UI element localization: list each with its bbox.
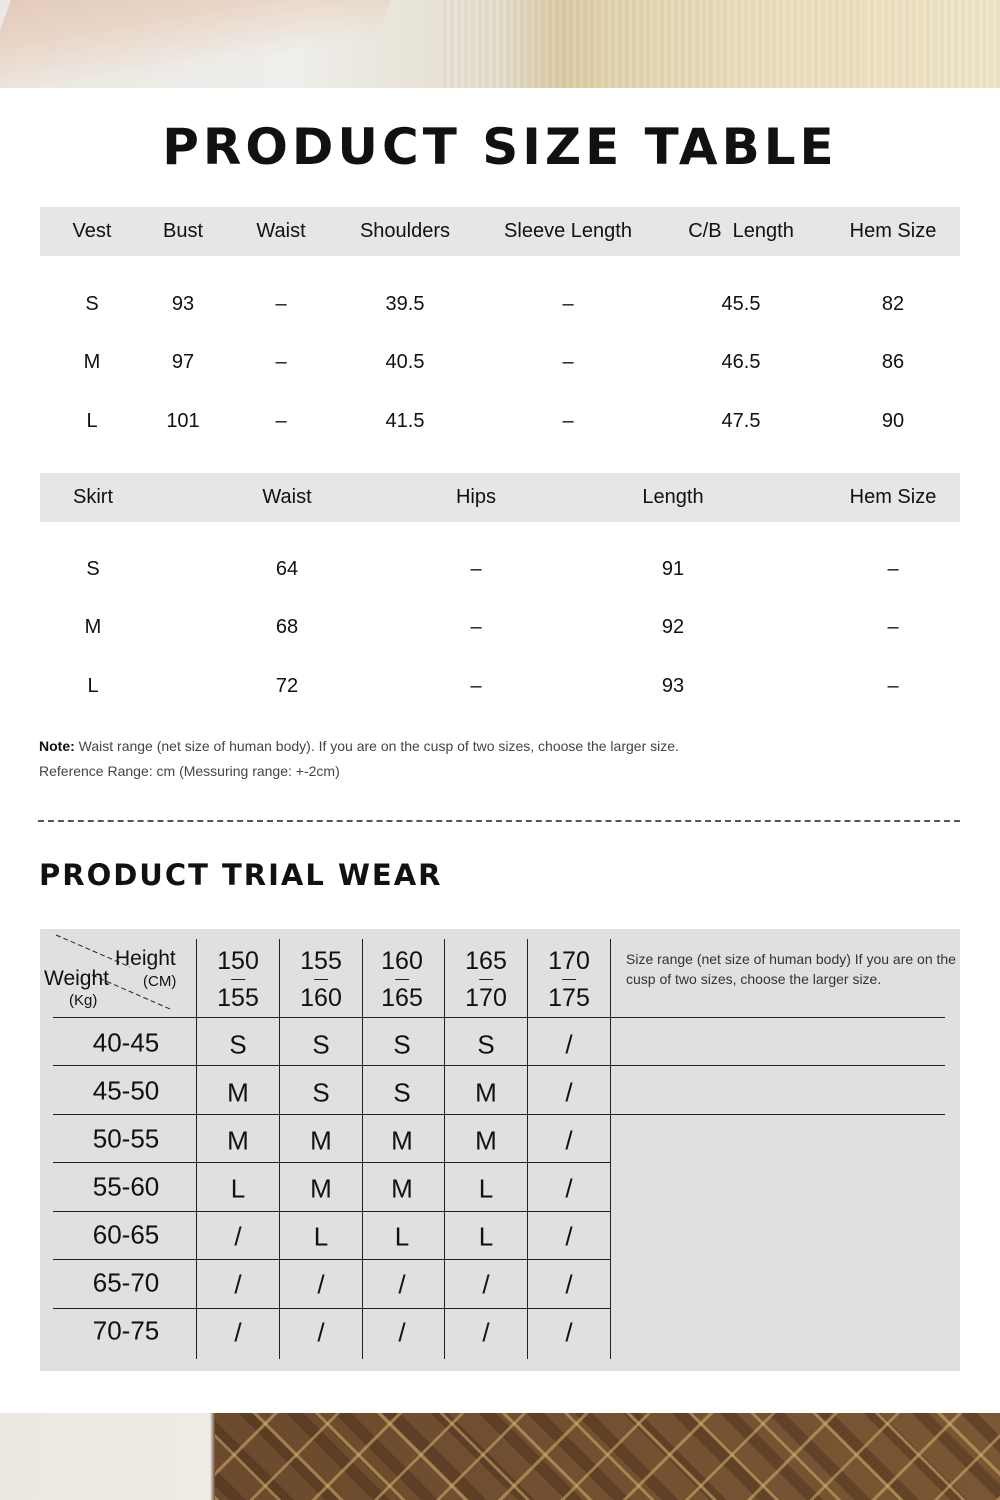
weight-cell: 70-75 bbox=[92, 1315, 160, 1346]
grid-line bbox=[53, 1065, 945, 1066]
table-cell: 97 bbox=[171, 351, 195, 373]
weight-cell: 50-55 bbox=[92, 1123, 160, 1154]
grid-line bbox=[53, 1162, 610, 1163]
grid-line bbox=[527, 939, 528, 1359]
table-cell: – bbox=[275, 293, 287, 315]
corner-weight-label: Weight bbox=[44, 967, 109, 990]
vest-row-s bbox=[40, 293, 960, 323]
vest-row-m bbox=[40, 351, 960, 381]
size-cell: / bbox=[565, 1125, 573, 1156]
size-cell: M bbox=[391, 1125, 413, 1156]
size-cell: M bbox=[227, 1077, 249, 1108]
skirt-header-hips: Hips bbox=[455, 486, 497, 508]
table-cell: – bbox=[887, 675, 899, 697]
skirt-table-header bbox=[40, 473, 960, 522]
weight-cell: 55-60 bbox=[92, 1171, 160, 1202]
table-cell: 93 bbox=[661, 675, 685, 697]
table-cell: 68 bbox=[275, 616, 299, 638]
size-cell: M bbox=[475, 1077, 497, 1108]
page-title: PRODUCT SIZE TABLE bbox=[162, 118, 838, 176]
bottom-product-photo bbox=[0, 1413, 1000, 1500]
grid-line bbox=[53, 1308, 610, 1309]
skirt-header-length: Length bbox=[642, 486, 704, 508]
table-cell: 82 bbox=[881, 293, 905, 315]
size-cell: S bbox=[312, 1077, 330, 1108]
table-cell: L bbox=[87, 675, 99, 697]
table-cell: – bbox=[470, 558, 482, 580]
size-cell: S bbox=[312, 1029, 330, 1060]
skirt-row-m bbox=[40, 616, 960, 646]
table-cell: 41.5 bbox=[385, 410, 425, 432]
section-divider bbox=[38, 820, 960, 822]
size-cell: / bbox=[234, 1317, 242, 1348]
table-cell: – bbox=[887, 558, 899, 580]
height-col-160-165: 160 165 bbox=[381, 947, 423, 1012]
table-cell: 40.5 bbox=[385, 351, 425, 373]
size-cell: S bbox=[477, 1029, 495, 1060]
size-cell: M bbox=[227, 1125, 249, 1156]
trial-title: PRODUCT TRIAL WEAR bbox=[39, 858, 443, 892]
weight-cell: 40-45 bbox=[92, 1027, 160, 1058]
vest-row-l bbox=[40, 410, 960, 440]
size-cell: L bbox=[478, 1173, 494, 1204]
height-col-165-170: 165 170 bbox=[465, 947, 507, 1012]
size-cell: / bbox=[482, 1269, 490, 1300]
size-note bbox=[39, 738, 679, 754]
size-cell: / bbox=[565, 1317, 573, 1348]
trial-side-note: Size range (net size of human body) If you are on the cusp of two sizes, choose the larger size. bbox=[626, 951, 956, 987]
photo-plaid-skirt bbox=[215, 1413, 1000, 1500]
height-col-150-155: 150 155 bbox=[217, 947, 259, 1012]
size-cell: S bbox=[393, 1029, 411, 1060]
table-cell: 45.5 bbox=[721, 293, 761, 315]
corner-height-label: Height bbox=[115, 947, 176, 970]
vest-table-header bbox=[40, 207, 960, 256]
table-cell: L bbox=[86, 410, 98, 432]
size-cell: / bbox=[482, 1317, 490, 1348]
note-text: Waist range (net size of human body). If you are on the cusp of two sizes, choose the larger size. bbox=[74, 738, 679, 754]
grid-line bbox=[53, 1259, 610, 1260]
vest-header-shoulders: Shoulders bbox=[359, 220, 451, 242]
table-cell: 64 bbox=[275, 558, 299, 580]
size-cell: / bbox=[234, 1221, 242, 1252]
table-cell: 39.5 bbox=[385, 293, 425, 315]
weight-cell: 45-50 bbox=[92, 1075, 160, 1106]
size-cell: / bbox=[565, 1029, 573, 1060]
size-cell: L bbox=[394, 1221, 410, 1252]
grid-line bbox=[53, 1114, 945, 1115]
table-cell: M bbox=[84, 616, 102, 638]
table-cell: – bbox=[562, 293, 574, 315]
table-cell: – bbox=[562, 410, 574, 432]
size-cell: / bbox=[565, 1221, 573, 1252]
corner-cm-label: (CM) bbox=[143, 973, 177, 990]
table-cell: – bbox=[275, 410, 287, 432]
table-cell: M bbox=[83, 351, 101, 373]
table-cell: – bbox=[275, 351, 287, 373]
grid-line bbox=[362, 939, 363, 1359]
top-product-photo bbox=[0, 0, 1000, 88]
height-col-170-175: 170 175 bbox=[548, 947, 590, 1012]
vest-header-vest: Vest bbox=[72, 220, 112, 242]
trial-wear-table bbox=[40, 929, 960, 1371]
table-cell: 93 bbox=[171, 293, 195, 315]
vest-header-hem-size: Hem Size bbox=[849, 220, 937, 242]
vest-header-waist: Waist bbox=[256, 220, 306, 242]
size-cell: / bbox=[565, 1269, 573, 1300]
table-cell: 72 bbox=[275, 675, 299, 697]
size-cell: / bbox=[234, 1269, 242, 1300]
size-cell: / bbox=[317, 1269, 325, 1300]
vest-header-bust: Bust bbox=[162, 220, 204, 242]
table-cell: 46.5 bbox=[721, 351, 761, 373]
skirt-header-hem-size: Hem Size bbox=[849, 486, 937, 508]
skirt-header-waist: Waist bbox=[262, 486, 312, 508]
vest-header-sleeve-length: Sleeve Length bbox=[504, 220, 632, 242]
size-cell: L bbox=[478, 1221, 494, 1252]
weight-cell: 65-70 bbox=[92, 1267, 160, 1298]
grid-line bbox=[444, 939, 445, 1359]
reference-range: Reference Range: cm (Messuring range: +-2cm) bbox=[39, 763, 340, 779]
photo-shirt bbox=[440, 0, 1000, 88]
grid-line bbox=[53, 1017, 945, 1018]
size-cell: M bbox=[310, 1173, 332, 1204]
table-cell: 91 bbox=[661, 558, 685, 580]
corner-kg-label: (Kg) bbox=[69, 992, 98, 1009]
size-cell: / bbox=[398, 1317, 406, 1348]
grid-line bbox=[279, 939, 280, 1359]
table-cell: 47.5 bbox=[721, 410, 761, 432]
table-cell: – bbox=[470, 616, 482, 638]
size-cell: M bbox=[391, 1173, 413, 1204]
size-cell: S bbox=[393, 1077, 411, 1108]
skirt-row-l bbox=[40, 675, 960, 705]
note-label: Note: bbox=[39, 738, 75, 754]
grid-line bbox=[53, 1211, 610, 1212]
table-cell: S bbox=[85, 293, 99, 315]
height-col-155-160: 155 160 bbox=[300, 947, 342, 1012]
table-cell: S bbox=[86, 558, 100, 580]
skirt-row-s bbox=[40, 558, 960, 588]
table-cell: 92 bbox=[661, 616, 685, 638]
table-cell: – bbox=[470, 675, 482, 697]
grid-line bbox=[196, 939, 197, 1359]
table-cell: 90 bbox=[881, 410, 905, 432]
table-cell: 101 bbox=[166, 410, 200, 432]
table-cell: – bbox=[562, 351, 574, 373]
size-cell: / bbox=[398, 1269, 406, 1300]
vest-header-cb-length: C/B Length bbox=[688, 220, 794, 242]
size-cell: / bbox=[565, 1077, 573, 1108]
size-cell: L bbox=[313, 1221, 329, 1252]
size-cell: M bbox=[310, 1125, 332, 1156]
size-cell: M bbox=[475, 1125, 497, 1156]
table-cell: – bbox=[887, 616, 899, 638]
photo-arm bbox=[0, 0, 405, 88]
table-cell: 86 bbox=[881, 351, 905, 373]
size-cell: S bbox=[229, 1029, 247, 1060]
size-cell: / bbox=[317, 1317, 325, 1348]
weight-cell: 60-65 bbox=[92, 1219, 160, 1250]
size-cell: / bbox=[565, 1173, 573, 1204]
size-cell: L bbox=[230, 1173, 246, 1204]
grid-line bbox=[610, 939, 611, 1359]
skirt-header-skirt: Skirt bbox=[73, 486, 113, 508]
